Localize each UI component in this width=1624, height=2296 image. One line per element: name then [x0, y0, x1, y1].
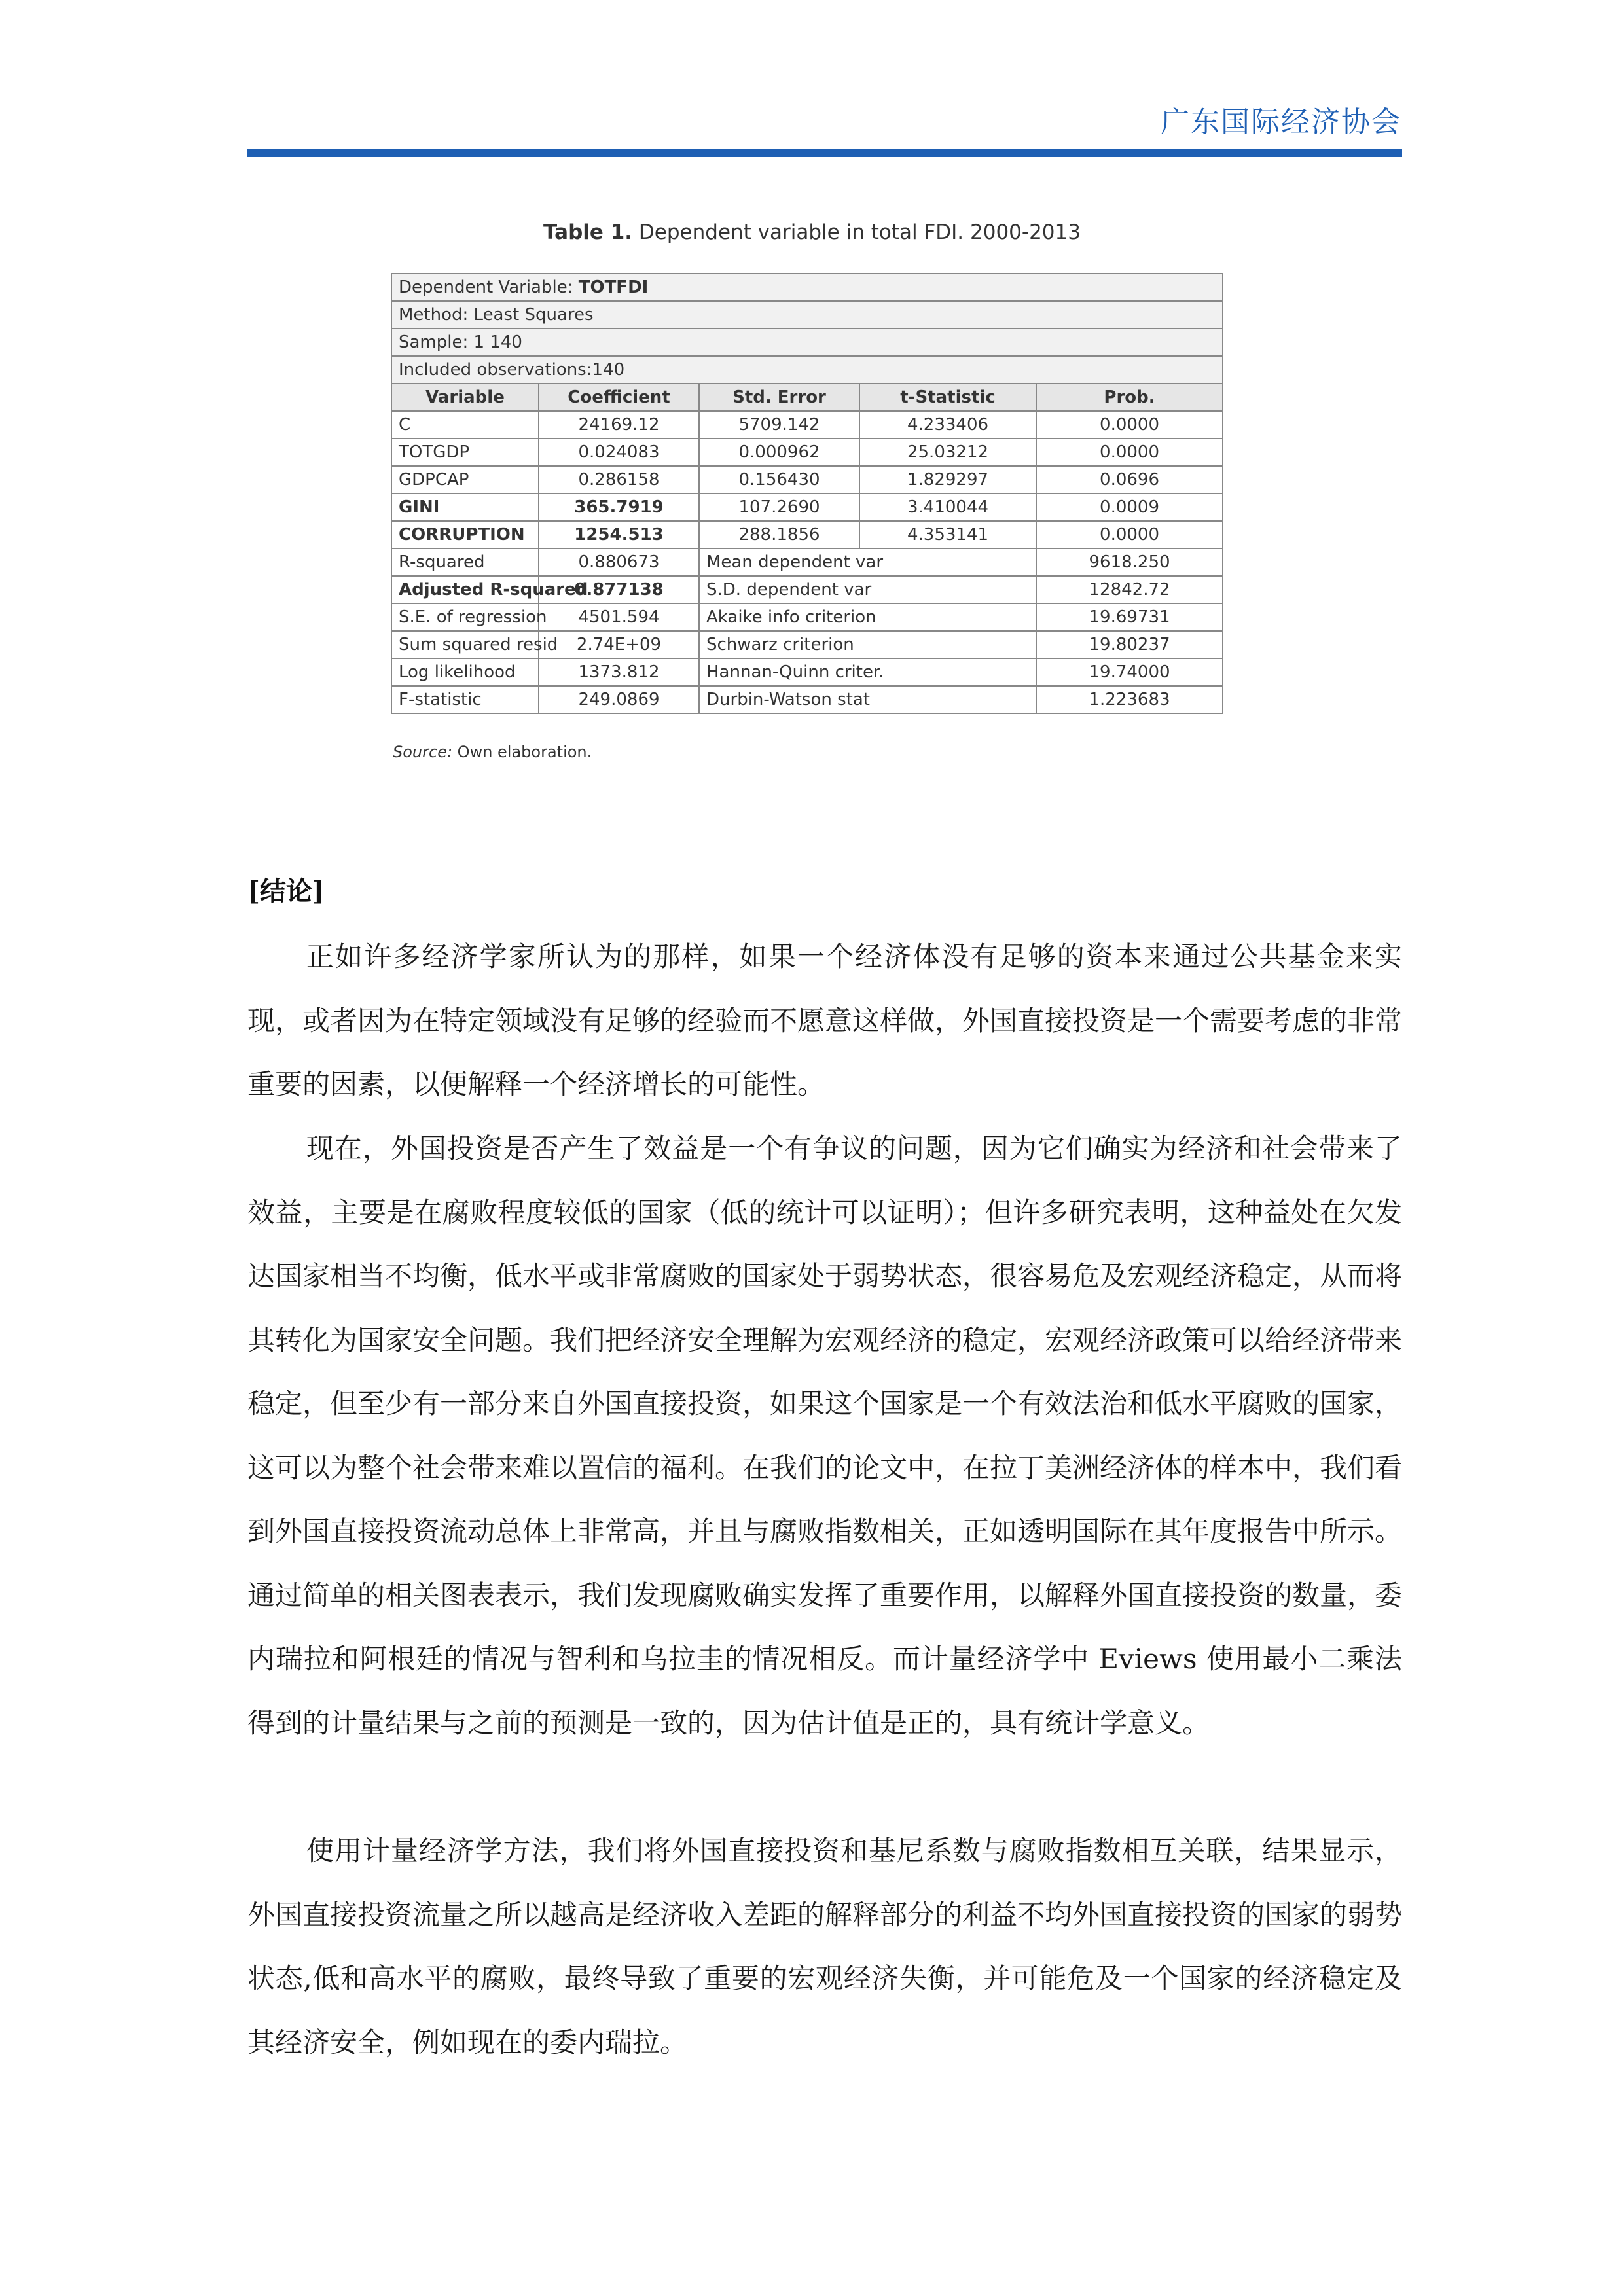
table-meta-row	[391, 274, 1223, 301]
std-error-cell: 0.156430	[699, 466, 859, 493]
table-caption-number: Table 1.	[543, 221, 633, 244]
section-heading: [结论]	[247, 876, 325, 906]
coefficient-cell: 24169.12	[539, 411, 699, 439]
table-source-note	[393, 743, 592, 761]
variable-cell: GDPCAP	[391, 466, 539, 493]
prob-cell: 0.0009	[1036, 493, 1223, 521]
stats-row	[391, 686, 1223, 713]
table-meta-row	[391, 329, 1223, 356]
dependent-variable-value: TOTFDI	[578, 278, 649, 297]
t-stat-cell: 1.829297	[859, 466, 1036, 493]
column-header: Coefficient	[539, 384, 699, 411]
variable-cell: CORRUPTION	[391, 521, 539, 548]
stat-label: Mean dependent var	[699, 548, 1036, 576]
stat-value: 0.880673	[539, 548, 699, 576]
table-meta-row	[391, 356, 1223, 384]
stat-label: F-statistic	[391, 686, 539, 713]
t-stat-cell: 25.03212	[859, 439, 1036, 466]
column-header: t-Statistic	[859, 384, 1036, 411]
prob-cell: 0.0000	[1036, 521, 1223, 548]
stats-row	[391, 603, 1223, 631]
stat-value: 9618.250	[1036, 548, 1223, 576]
std-error-cell: 5709.142	[699, 411, 859, 439]
table-row	[391, 411, 1223, 439]
stat-label: Adjusted R-squared	[391, 576, 539, 603]
stat-value: 0.877138	[539, 576, 699, 603]
dependent-variable	[391, 274, 1223, 301]
stat-value: 1373.812	[539, 658, 699, 686]
body-paragraph: 使用计量经济学方法，我们将外国直接投资和基尼系数与腐败指数相互关联，结果显示，外国直接投资流量之所以越高是经济收入差距的解释部分的利益不均外国直接投资的国家的弱势状态,低和高水平的腐败，最终导致了重要的宏观经济失衡，并可能危及一个国家的经济稳定及其经济安全，例如现在的委内瑞拉。	[247, 1835, 1403, 2058]
variable-cell: GINI	[391, 493, 539, 521]
variable-cell: C	[391, 411, 539, 439]
coefficient-cell: 1254.513	[539, 521, 699, 548]
stat-value: 12842.72	[1036, 576, 1223, 603]
stat-value: 19.69731	[1036, 603, 1223, 631]
stat-label: Durbin-Watson stat	[699, 686, 1036, 713]
method-cell: Method: Least Squares	[391, 301, 1223, 329]
std-error-cell: 288.1856	[699, 521, 859, 548]
stat-value: 19.74000	[1036, 658, 1223, 686]
table-row	[391, 521, 1223, 548]
body-paragraph: 正如许多经济学家所认为的那样，如果一个经济体没有足够的资本来通过公共基金来实现，或者因为在特定领域没有足够的经验而不愿意这样做，外国直接投资是一个需要考虑的非常重要的因素，以便解释一个经济增长的可能性。	[247, 941, 1403, 1100]
regression-table	[391, 273, 1223, 714]
table-row	[391, 493, 1223, 521]
sample-cell: Sample: 1 140	[391, 329, 1223, 356]
stats-row	[391, 658, 1223, 686]
stat-label: S.E. of regression	[391, 603, 539, 631]
stats-row	[391, 548, 1223, 576]
stat-label: Akaike info criterion	[699, 603, 1036, 631]
std-error-cell: 0.000962	[699, 439, 859, 466]
column-header: Prob.	[1036, 384, 1223, 411]
prob-cell: 0.0000	[1036, 411, 1223, 439]
stat-label: S.D. dependent var	[699, 576, 1036, 603]
stat-value: 4501.594	[539, 603, 699, 631]
stat-label: Log likelihood	[391, 658, 539, 686]
prob-cell: 0.0696	[1036, 466, 1223, 493]
stats-row	[391, 576, 1223, 603]
organization-name: 广东国际经济协会	[1161, 105, 1401, 139]
stat-value: 1.223683	[1036, 686, 1223, 713]
table-row	[391, 466, 1223, 493]
table-row	[391, 439, 1223, 466]
coefficient-cell: 0.024083	[539, 439, 699, 466]
coefficient-cell: 365.7919	[539, 493, 699, 521]
header-divider	[247, 149, 1402, 157]
std-error-cell: 107.2690	[699, 493, 859, 521]
stat-value: 2.74E+09	[539, 631, 699, 658]
stat-label: Sum squared resid	[391, 631, 539, 658]
stat-label: Schwarz criterion	[699, 631, 1036, 658]
source-label: Source:	[393, 743, 453, 761]
table-meta-row	[391, 301, 1223, 329]
variable-cell: TOTGDP	[391, 439, 539, 466]
t-stat-cell: 4.233406	[859, 411, 1036, 439]
source-text: Own elaboration.	[452, 743, 592, 761]
stat-label: Hannan-Quinn criter.	[699, 658, 1036, 686]
column-header: Variable	[391, 384, 539, 411]
t-stat-cell: 3.410044	[859, 493, 1036, 521]
stats-row	[391, 631, 1223, 658]
table-caption	[0, 221, 1624, 244]
coefficient-cell: 0.286158	[539, 466, 699, 493]
t-stat-cell: 4.353141	[859, 521, 1036, 548]
dependent-variable-label: Dependent Variable:	[399, 278, 579, 297]
prob-cell: 0.0000	[1036, 439, 1223, 466]
table-caption-text: Dependent variable in total FDI. 2000-2013	[632, 221, 1081, 244]
stat-value: 19.80237	[1036, 631, 1223, 658]
stat-label: R-squared	[391, 548, 539, 576]
table-header-row	[391, 384, 1223, 411]
column-header: Std. Error	[699, 384, 859, 411]
body-paragraph: 现在，外国投资是否产生了效益是一个有争议的问题，因为它们确实为经济和社会带来了效益，主要是在腐败程度较低的国家（低的统计可以证明）；但许多研究表明，这种益处在欠发达国家相当不均衡，低水平或非常腐败的国家处于弱势状态，很容易危及宏观经济稳定，从而将其转化为国家安全问题。我们把经济安全理解为宏观经济的稳定，宏观经济政策可以给经济带来稳定，但至少有一部分来自外国直接投资，如果这个国家是一个有效法治和低水平腐败的国家，这可以为整个社会带来难以置信的福利。在我们的论文中，在拉丁美洲经济体的样本中，我们看到外国直接投资流动总体上非常高，并且与腐败指数相关，正如透明国际在其年度报告中所示。通过简单的相关图表表示，我们发现腐败确实发挥了重要作用，以解释外国直接投资的数量，委内瑞拉和阿根廷的情况与智利和乌拉圭的情况相反。而计量经济学中 Eviews 使用最小二乘法得到的计量结果与之前的预测是一致的，因为估计值是正的，具有统计学意义。	[247, 1132, 1403, 1739]
stat-value: 249.0869	[539, 686, 699, 713]
observations-cell: Included observations:140	[391, 356, 1223, 384]
